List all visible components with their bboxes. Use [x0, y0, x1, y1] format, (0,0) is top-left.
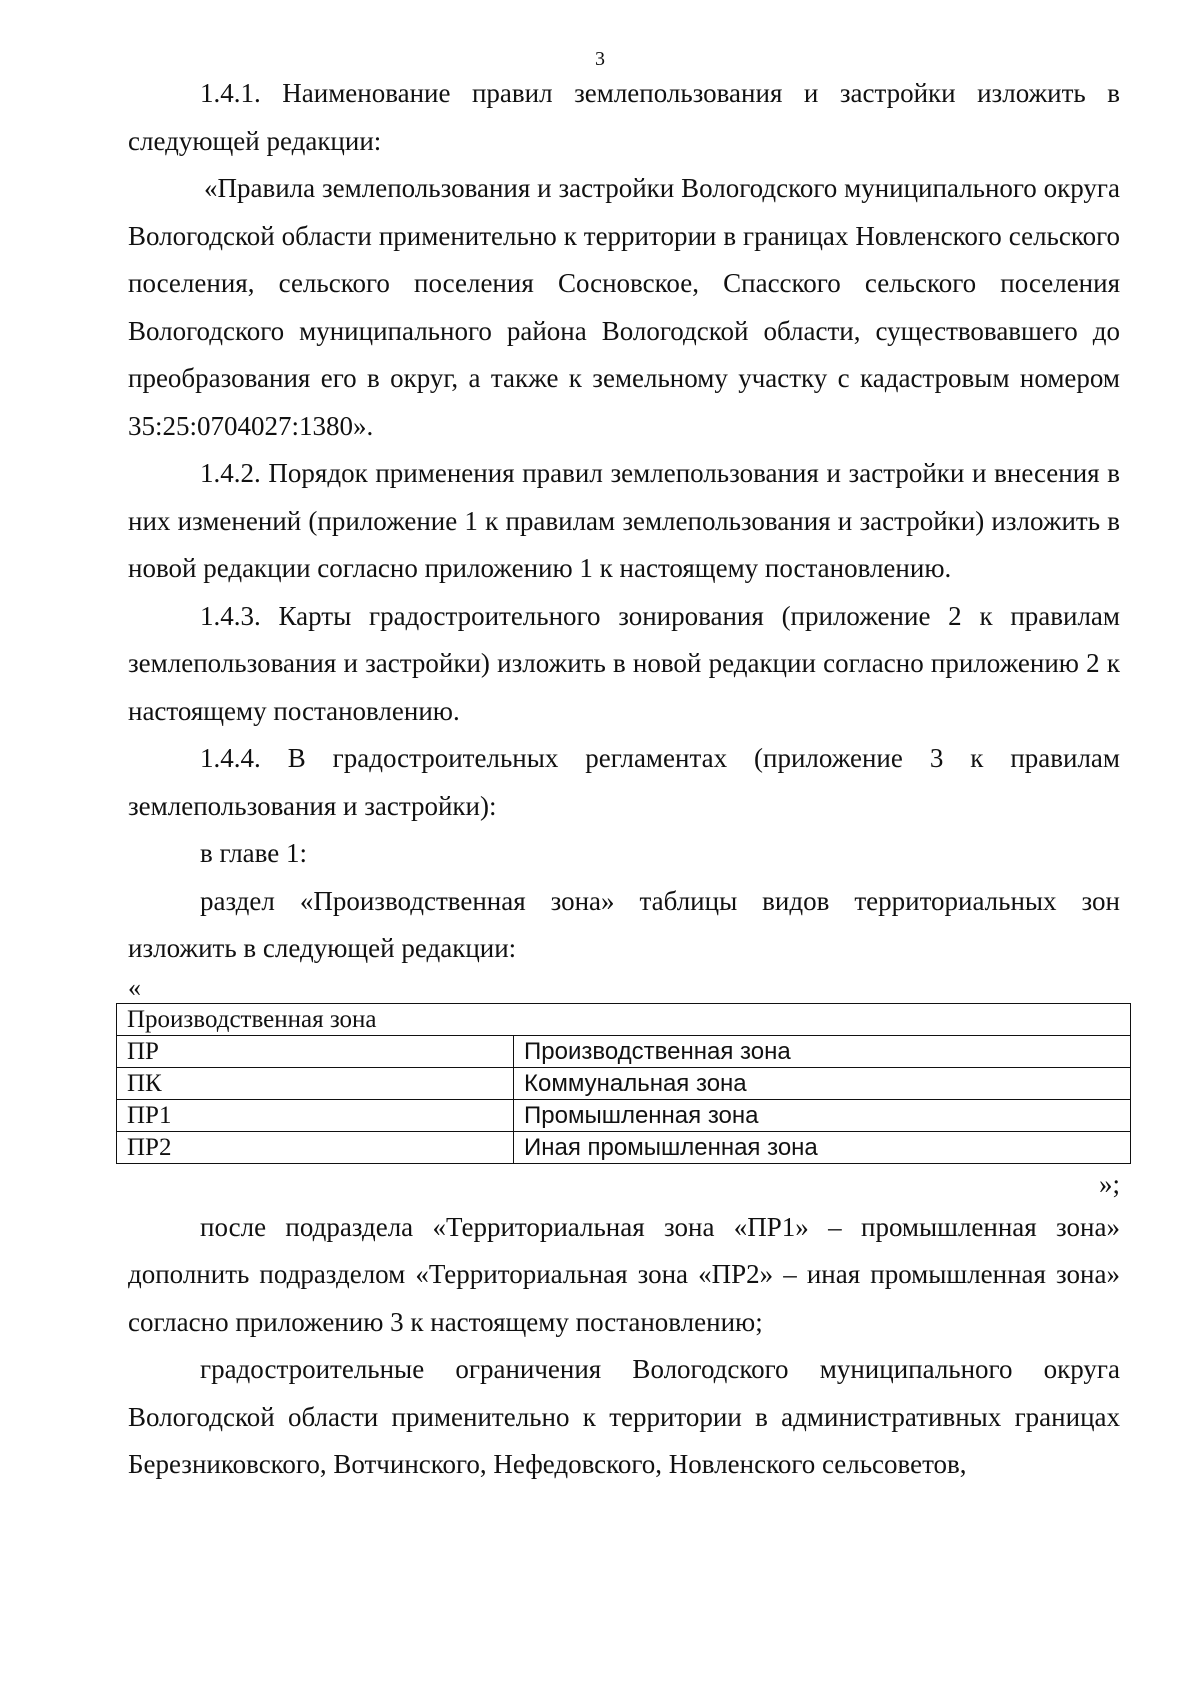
paragraph-1-4-4: 1.4.4. В градостроительных регламентах (приложение 3 к правилам землепользования и застройки): [128, 743, 1120, 821]
table-row [117, 1131, 1131, 1163]
zone-code-cell: ПР [117, 1035, 514, 1067]
table-open-quote: « [128, 972, 141, 1002]
paragraph-chapter-1: в главе 1: [200, 838, 307, 868]
table-close-quote: »; [1098, 1168, 1120, 1199]
zone-name-cell: Коммунальная зона [514, 1067, 1131, 1099]
paragraph-1-4-3: 1.4.3. Карты градостроительного зонирования (приложение 2 к правилам землепользования и застройки) изложить в новой редакции согласно приложению 2 к настоящему постановлению. [128, 600, 1120, 726]
table-row [117, 1067, 1131, 1099]
zones-table [116, 1003, 1131, 1164]
paragraph-1-4-1: 1.4.1. Наименование правил землепользования и застройки изложить в следующей редакции: [128, 78, 1120, 156]
paragraph-urban-restrictions: градостроительные ограничения Вологодского муниципального округа Вологодской области применительно к территории в административных границах Березниковского, Вотчинского, Нефедовского, Новленского сельсоветов, [128, 1354, 1120, 1479]
zone-name-cell: Производственная зона [514, 1035, 1131, 1067]
zone-code-cell: ПК [117, 1067, 514, 1099]
zone-name-cell: Иная промышленная зона [514, 1131, 1131, 1163]
table-row [117, 1035, 1131, 1067]
zone-name-cell: Промышленная зона [514, 1099, 1131, 1131]
paragraph-1-4-2: 1.4.2. Порядок применения правил землепользования и застройки и внесения в них изменений (приложение 1 к правилам землепользования и застройки) изложить в новой редакции согласно приложению 1 к настоящему постановлению. [128, 458, 1120, 583]
document-body [128, 70, 1120, 1489]
paragraph-rules-title-quote: «Правила землепользования и застройки Вологодского муниципального округа Вологодской области применительно к территории в границах Новленского сельского поселения, сельского поселения Сосновское, Спасского сельского поселения Вологодского муниципального района Вологодской области, существовавшего до преобразования его в округ, а также к земельному участку с кадастровым номером 35:25:0704027:1380». [128, 173, 1120, 441]
table-header-cell: Производственная зона [117, 1003, 1131, 1035]
zone-code-cell: ПР1 [117, 1099, 514, 1131]
table-header-row [117, 1003, 1131, 1035]
paragraph-after-pr1: после подраздела «Территориальная зона «ПР1» – промышленная зона» дополнить подразделом «Территориальная зона «ПР2» – иная промышленная зона» согласно приложению 3 к настоящему постановлению; [128, 1211, 1120, 1337]
page-number: 3 [595, 48, 605, 70]
table-row [117, 1099, 1131, 1131]
zone-code-cell: ПР2 [117, 1131, 514, 1163]
paragraph-section-production-zone: раздел «Производственная зона» таблицы видов территориальных зон изложить в следующей редакции: [128, 885, 1120, 963]
